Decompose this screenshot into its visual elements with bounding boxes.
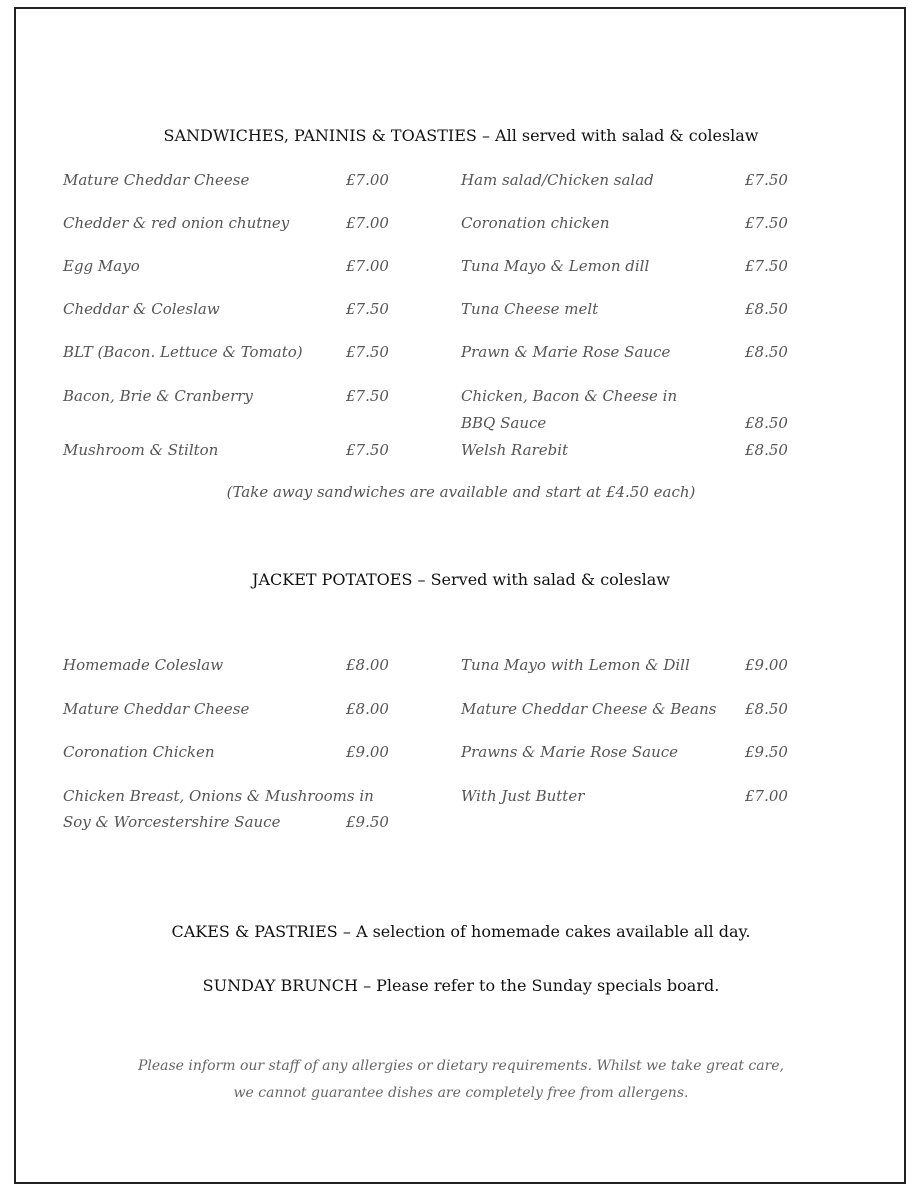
menu-item-price: £7.00	[346, 171, 389, 189]
menu-item-name-line2: Soy & Worcestershire Sauce	[63, 813, 281, 831]
menu-item-price: £8.00	[346, 700, 389, 718]
jacket-potatoes-heading: JACKET POTATOES – Served with salad & coleslaw	[252, 570, 670, 589]
cakes-heading: CAKES & PASTRIES – A selection of homemade cakes available all day.	[171, 922, 751, 941]
menu-item-name: Chicken, Bacon & Cheese in	[461, 387, 678, 405]
menu-item-name: Tuna Mayo with Lemon & Dill	[461, 656, 690, 674]
menu-item-price: £7.50	[346, 387, 389, 405]
menu-item-price: £8.50	[745, 414, 788, 432]
menu-item-name: Mature Cheddar Cheese	[63, 700, 250, 718]
menu-item-price: £9.00	[346, 743, 389, 761]
menu-item-name: BLT (Bacon. Lettuce & Tomato)	[63, 343, 303, 361]
menu-item-name: Egg Mayo	[63, 257, 140, 275]
menu-item-price: £8.50	[745, 343, 788, 361]
menu-item-price: £7.50	[346, 441, 389, 459]
menu-item-price: £7.50	[745, 257, 788, 275]
menu-item-price: £8.00	[346, 656, 389, 674]
menu-item-price: £9.00	[745, 656, 788, 674]
menu-item-price: £7.50	[745, 214, 788, 232]
menu-item-price: £9.50	[745, 743, 788, 761]
sandwiches-heading: SANDWICHES, PANINIS & TOASTIES – All served with salad & coleslaw	[163, 126, 759, 145]
menu-item-price: £7.00	[346, 257, 389, 275]
menu-item-price: £7.50	[745, 171, 788, 189]
menu-item-price: £7.00	[745, 787, 788, 805]
takeaway-note: (Take away sandwiches are available and start at £4.50 each)	[226, 483, 696, 501]
menu-item-name: Mature Cheddar Cheese & Beans	[461, 700, 717, 718]
menu-item-name: Bacon, Brie & Cranberry	[63, 387, 253, 405]
menu-item-price: £7.50	[346, 343, 389, 361]
menu-item-name: Tuna Mayo & Lemon dill	[461, 257, 650, 275]
menu-item-name: With Just Butter	[461, 787, 585, 805]
menu-item-name: Mature Cheddar Cheese	[63, 171, 250, 189]
allergy-note-line1: Please inform our staff of any allergies or dietary requirements. Whilst we take great care,	[137, 1058, 785, 1074]
sunday-brunch-heading: SUNDAY BRUNCH – Please refer to the Sunday specials board.	[202, 976, 720, 995]
menu-item-name: Tuna Cheese melt	[461, 300, 599, 318]
allergy-note-line2: we cannot guarantee dishes are completely free from allergens.	[233, 1085, 689, 1101]
menu-item-price: £8.50	[745, 700, 788, 718]
menu-item-name: Mushroom & Stilton	[63, 441, 219, 459]
menu-item-name: Coronation chicken	[461, 214, 610, 232]
menu-item-name: Coronation Chicken	[63, 743, 215, 761]
menu-item-name-line2: BBQ Sauce	[461, 414, 547, 432]
menu-item-name: Prawns & Marie Rose Sauce	[461, 743, 679, 761]
menu-item-name: Ham salad/Chicken salad	[461, 171, 654, 189]
menu-item-price: £8.50	[745, 300, 788, 318]
menu-item-price: £9.50	[346, 813, 389, 831]
menu-item-name: Prawn & Marie Rose Sauce	[461, 343, 671, 361]
menu-item-price: £7.00	[346, 214, 389, 232]
menu-item-name: Homemade Coleslaw	[63, 656, 224, 674]
menu-item-name: Welsh Rarebit	[461, 441, 569, 459]
menu-item-name: Chicken Breast, Onions & Mushrooms in	[63, 787, 374, 805]
menu-item-price: £8.50	[745, 441, 788, 459]
menu-item-price: £7.50	[346, 300, 389, 318]
menu-item-name: Chedder & red onion chutney	[63, 214, 290, 232]
menu-item-name: Cheddar & Coleslaw	[63, 300, 220, 318]
